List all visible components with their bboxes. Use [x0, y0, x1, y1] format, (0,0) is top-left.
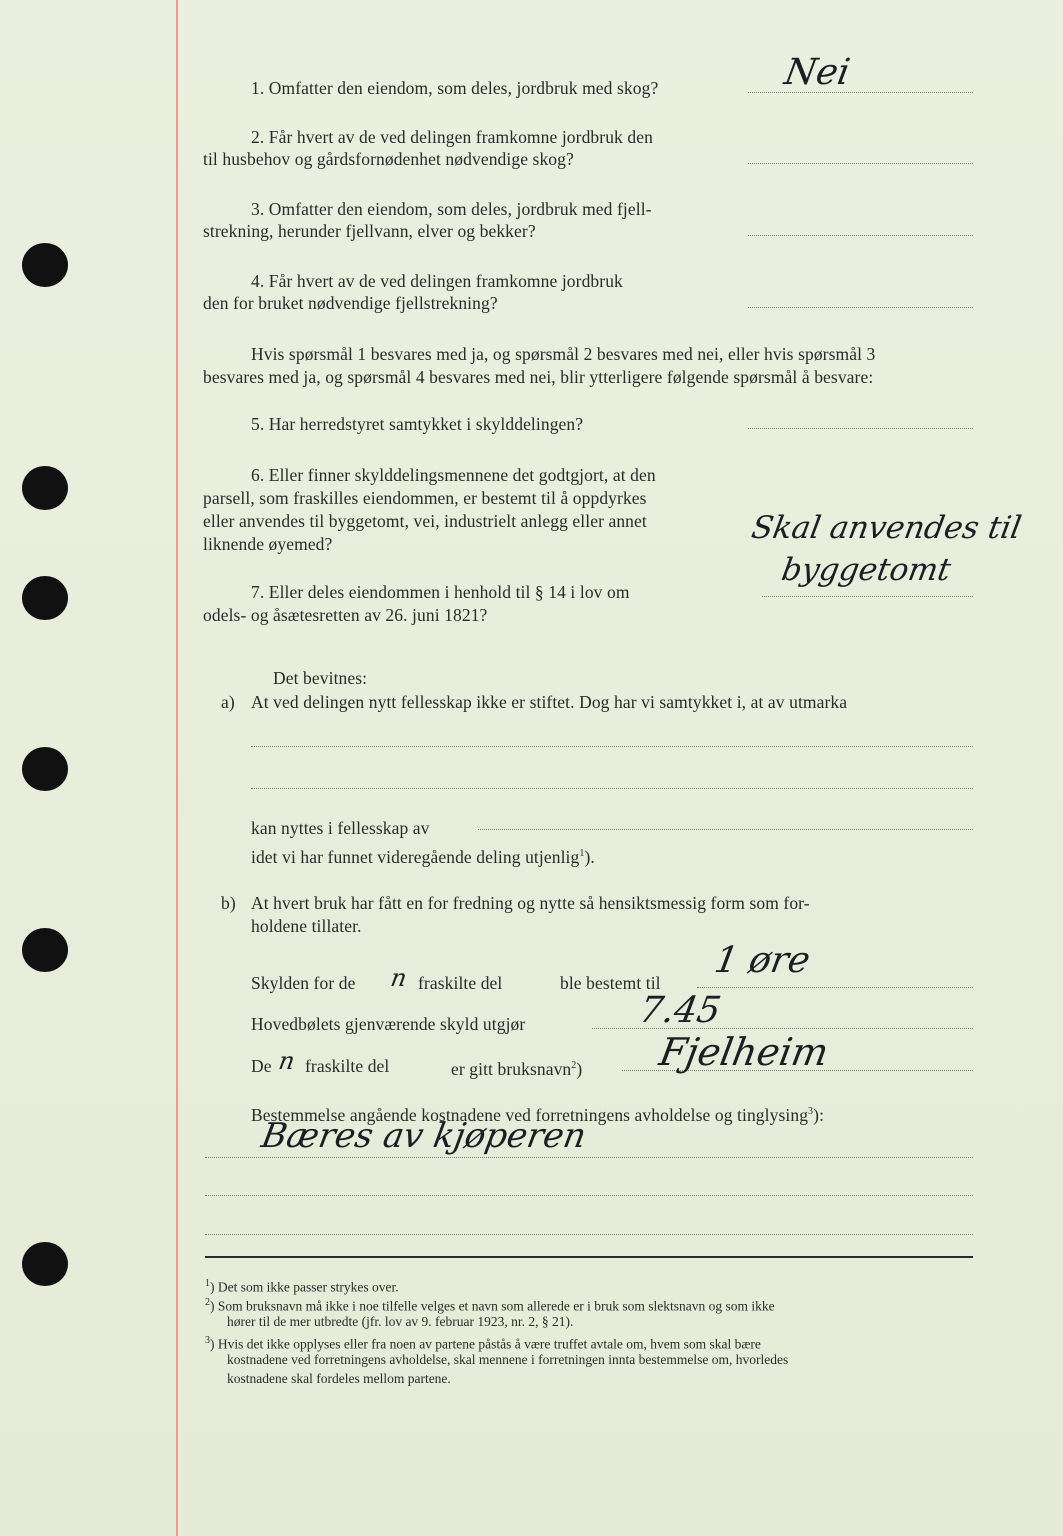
witness-a-shared: kan nyttes i fellesskap av: [251, 818, 430, 838]
question-3-line-1: 3. Omfatter den eiendom, som deles, jordbruk med fjell-: [251, 199, 652, 219]
question-6-line-2: parsell, som fraskilles eiendommen, er bestemt til å oppdyrkes: [203, 488, 647, 508]
cost-line-2: [205, 1195, 973, 1196]
footnote-separator: [205, 1256, 973, 1258]
question-2-line-1: 2. Får hvert av de ved delingen framkomne jordbruk den: [251, 127, 653, 147]
witness-a-label: a): [221, 692, 235, 712]
skyld-hand-n: n: [388, 964, 409, 992]
answer-6-line-1: Skal anvendes til: [748, 510, 1024, 546]
skyld-label-a: Skylden for de: [251, 973, 356, 993]
witness-b-text-1: At hvert bruk har fått en for fredning og nytte så hensiktsmessig form som for-: [251, 893, 810, 913]
cost-value: Bæres av kjøperen: [258, 1116, 590, 1156]
answer-line-7: [762, 596, 973, 597]
question-6-line-1: 6. Eller finner skylddelingsmennene det godtgjort, at den: [251, 465, 656, 485]
question-7-line-2: odels- og åsætesretten av 26. juni 1821?: [203, 605, 488, 625]
punch-hole: [22, 576, 68, 620]
remaining-skyld-value: 7.45: [636, 990, 724, 1031]
witness-a-text: At ved delingen nytt fellesskap ikke er stiftet. Dog har vi samtykket i, at av utmarka: [251, 692, 848, 712]
answer-6-line-2: byggetomt: [778, 552, 954, 588]
footnote-number: 3: [205, 1335, 210, 1346]
punch-hole: [22, 243, 68, 287]
question-6-line-3: eller anvendes til byggetomt, vei, industrielt anlegg eller annet: [203, 511, 647, 531]
cost-line-3: [205, 1234, 973, 1235]
footnote-3-line-2: kostnadene ved forretningens avholdelse, skal mennene i forretningen innta bestemmelse om, hvorledes: [227, 1352, 789, 1367]
footnote-ref: 2: [571, 1060, 577, 1071]
witness-a-line-1: [251, 746, 973, 747]
question-5: 5. Har herredstyret samtykket i skylddelingen?: [251, 414, 584, 434]
bruksnavn-label-b: fraskilte del: [305, 1056, 390, 1076]
answer-line-3: [748, 235, 973, 236]
condition-line-2: besvares med ja, og spørsmål 4 besvares med nei, blir ytterligere følgende spørsmål å besvare:: [203, 367, 874, 387]
footnote-ref: 1: [579, 848, 585, 859]
footnote-ref: 3: [808, 1106, 814, 1117]
punch-hole: [22, 1242, 68, 1286]
punch-hole: [22, 747, 68, 791]
question-3-line-2: strekning, herunder fjellvann, elver og bekker?: [203, 221, 536, 241]
witness-b-text-2: holdene tillater.: [251, 916, 362, 936]
answer-line-2: [748, 163, 973, 164]
answer-1: Nei: [781, 52, 853, 93]
question-4-line-1: 4. Får hvert av de ved delingen framkomne jordbruk: [251, 271, 623, 291]
punch-hole: [22, 928, 68, 972]
skyld-label-c: ble bestemt til: [560, 973, 661, 993]
witness-a-line-2: [251, 788, 973, 789]
condition-line-1: Hvis spørsmål 1 besvares med ja, og spørsmål 2 besvares med nei, eller hvis spørsmål 3: [251, 344, 876, 364]
bruksnavn-label-c: [451, 1055, 582, 1080]
witness-a-reason-text: idet vi har funnet videregående deling utjenlig: [251, 846, 580, 867]
footnote-number: 1: [205, 1278, 210, 1289]
bruksnavn-label-text: er gitt bruksnavn: [451, 1058, 572, 1079]
witness-a-shared-line: [478, 829, 973, 830]
footnote-2-line-2: hører til de mer utbredte (jfr. lov av 9. februar 1923, nr. 2, § 21).: [227, 1314, 574, 1329]
answer-line-4: [748, 307, 973, 308]
cost-label-end: ):: [813, 1104, 825, 1125]
margin-line: [176, 0, 178, 1536]
witness-b-label: b): [221, 893, 236, 913]
witness-a-reason: [251, 843, 595, 868]
remaining-skyld-label: Hovedbølets gjenværende skyld utgjør: [251, 1014, 526, 1034]
footnote-3-line-3: kostnadene skal fordeles mellom partene.: [227, 1371, 451, 1386]
bruksnavn-label-end: ): [576, 1058, 583, 1079]
cost-line-1: [205, 1157, 973, 1158]
witness-intro: Det bevitnes:: [273, 668, 368, 688]
question-1: 1. Omfatter den eiendom, som deles, jordbruk med skog?: [251, 78, 659, 98]
bruksnavn-label-a: De: [251, 1056, 272, 1076]
bruksnavn-hand-n: n: [276, 1047, 297, 1075]
question-7-line-1: 7. Eller deles eiendommen i henhold til § 14 i lov om: [251, 582, 630, 602]
skyld-label-b: fraskilte del: [418, 973, 503, 993]
skyld-line-1: [697, 987, 973, 988]
cost-label-text: Bestemmelse angående kostnadene ved forretningens avholdelse og tinglysing: [251, 1104, 809, 1125]
footnote-3-text: ) Hvis det ikke opplyses eller fra noen av partene påstås å være truffet avtale om, hvem som skal bære: [210, 1336, 761, 1352]
bruksnavn-value: Fjelheim: [656, 1030, 832, 1074]
question-2-line-2: til husbehov og gårdsfornødenhet nødvendige skog?: [203, 149, 574, 169]
footnote-number: 2: [205, 1297, 210, 1308]
question-6-line-4: liknende øyemed?: [203, 534, 333, 554]
punch-hole: [22, 466, 68, 510]
witness-a-reason-end: ).: [584, 846, 595, 867]
footnote-1-text: ) Det som ikke passer strykes over.: [210, 1279, 399, 1295]
footnote-2-text: ) Som bruksnavn må ikke i noe tilfelle velges et navn som allerede er i bruk som slektsnavn og som ikke: [210, 1298, 775, 1314]
skyld-value: 1 øre: [711, 940, 814, 981]
question-4-line-2: den for bruket nødvendige fjellstrekning?: [203, 293, 498, 313]
answer-line-5: [748, 428, 973, 429]
